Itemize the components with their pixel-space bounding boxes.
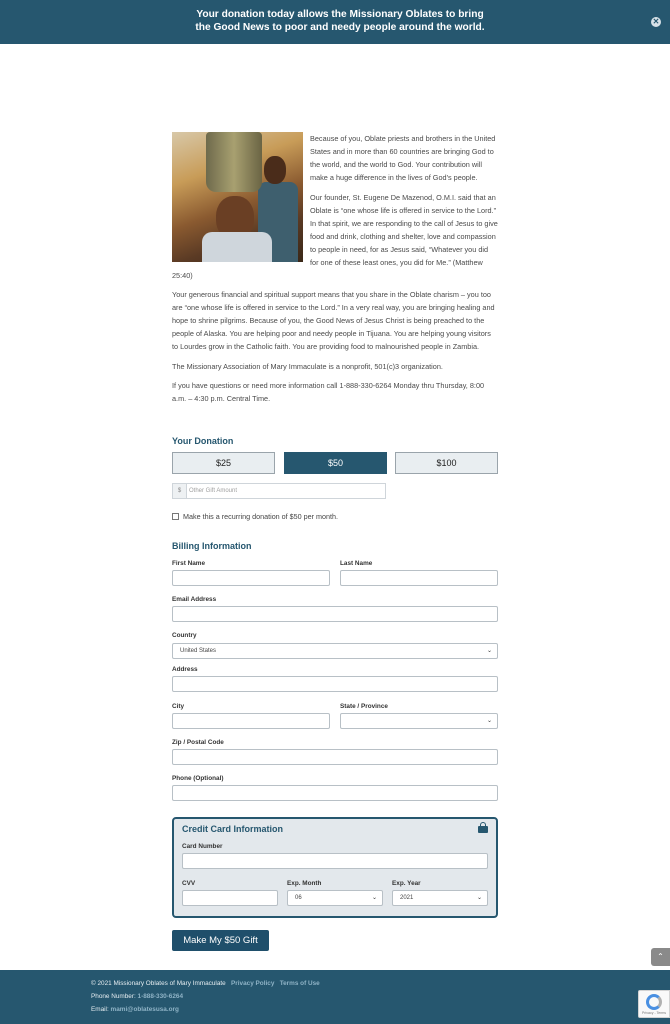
recaptcha-icon: [646, 994, 662, 1010]
close-icon[interactable]: ✕: [652, 17, 660, 26]
terms-of-use-link[interactable]: Terms of Use: [279, 980, 320, 987]
footer-legal-line: [91, 980, 320, 987]
state-select[interactable]: [340, 713, 498, 729]
footer: [0, 970, 670, 1024]
contact-note: If you have questions or need more information call 1-888-330-6264 Monday thru Thursday, 8:00 a.m. – 4:30 p.m. Central Time.: [172, 381, 485, 403]
phone-link[interactable]: 1-888-330-6264: [137, 993, 184, 1000]
last-name-label: Last Name: [340, 560, 373, 567]
exp-year-select[interactable]: [392, 890, 488, 906]
footer-email-line: [91, 1006, 179, 1013]
photo-figure: [264, 156, 286, 184]
email-link[interactable]: mami@oblatesusa.org: [110, 1006, 179, 1013]
country-value: United States: [180, 648, 217, 654]
exp-month-label: Exp. Month: [287, 880, 322, 887]
banner-line-2: the Good News to poor and needy people around the world.: [195, 21, 485, 33]
chevron-down-icon: ⌄: [486, 718, 492, 724]
lock-icon: [478, 822, 488, 833]
city-input[interactable]: [172, 713, 330, 729]
chevron-up-icon: ⌃: [657, 952, 664, 961]
footer-phone-line: [91, 993, 183, 1000]
banner-line-1: Your donation today allows the Missionary Oblates to bring: [196, 9, 484, 20]
recurring-checkbox[interactable]: [172, 513, 179, 520]
amount-100-button[interactable]: $100: [395, 452, 498, 474]
nonprofit-note: The Missionary Association of Mary Immaculate is a nonprofit, 501(c)3 organization.: [172, 361, 443, 371]
donation-title: Your Donation: [172, 436, 234, 446]
submit-gift-button[interactable]: Make My $50 Gift: [172, 930, 269, 951]
first-name-input[interactable]: [172, 570, 330, 586]
amount-25-button[interactable]: $25: [172, 452, 275, 474]
email-label-text: Email:: [91, 1006, 109, 1013]
currency-symbol: $: [173, 484, 187, 498]
address-label: Address: [172, 666, 198, 673]
other-amount-placeholder: Other Gift Amount: [189, 488, 238, 494]
zip-label: Zip / Postal Code: [172, 739, 224, 746]
privacy-policy-link[interactable]: Privacy Policy: [231, 980, 275, 987]
phone-label-text: Phone Number:: [91, 993, 136, 1000]
cvv-input[interactable]: [182, 890, 278, 906]
cvv-label: CVV: [182, 880, 196, 887]
amount-50-button[interactable]: $50: [284, 452, 387, 474]
chevron-down-icon: ⌄: [476, 895, 482, 901]
email-label: Email Address: [172, 596, 217, 603]
intro-paragraph: Because of you, Oblate priests and brothers in the United States and in more than 60 countries are bringing God to the world, and the world to God. Your contribution will make a huge difference in the lives of God's people.: [310, 134, 496, 182]
billing-title: Billing Information: [172, 541, 252, 551]
credit-card-title: Credit Card Information: [182, 824, 284, 834]
country-select[interactable]: [172, 643, 498, 659]
child-photo: [172, 132, 303, 262]
recaptcha-text: Privacy - Terms: [642, 1011, 667, 1015]
intro-paragraph: Your generous financial and spiritual support means that you share in the Oblate charism – you too are “one whose life is offered in service to the Lord.” In a very real way, you are bringing healing and hope to shrine pilgrims. Because of you, the Good News of Jesus Christ is being preached to the people of Alaska. You are helping poor and needy people in Tijuana. You are helping young visitors to Lourdes grow in the Catholic faith. You are providing food to malnourished people in Zambia.: [172, 290, 495, 351]
exp-year-value: 2021: [400, 895, 414, 901]
chevron-down-icon: ⌄: [371, 895, 377, 901]
photo-bucket: [206, 132, 262, 192]
zip-input[interactable]: [172, 749, 498, 765]
phone-input[interactable]: [172, 785, 498, 801]
scroll-to-top-button[interactable]: [651, 948, 670, 966]
intro-section: [172, 132, 498, 412]
phone-label: Phone (Optional): [172, 775, 224, 782]
address-input[interactable]: [172, 676, 498, 692]
state-label: State / Province: [340, 703, 388, 710]
banner-message: [180, 9, 500, 34]
chevron-down-icon: ⌄: [486, 648, 492, 654]
card-number-label: Card Number: [182, 843, 223, 850]
other-amount-input[interactable]: [172, 483, 386, 499]
copyright-text: © 2021 Missionary Oblates of Mary Immaculate: [91, 980, 226, 987]
top-banner: [0, 0, 670, 44]
first-name-label: First Name: [172, 560, 206, 567]
last-name-input[interactable]: [340, 570, 498, 586]
intro-paragraph: Our founder, St. Eugene De Mazenod, O.M.I. said that an Oblate is “one whose life is offered in service to the Lord.” In that spirit, we are responding to the call of Jesus to give food and drink, clothing and shelter, love and compassion to people in need, for as Jesus said, “Whatever you did for one of these least ones, you did for Me.” (Matthew 25:40): [172, 192, 498, 280]
recurring-label: Make this a recurring donation of $50 per month.: [183, 512, 339, 521]
exp-year-label: Exp. Year: [392, 880, 421, 887]
card-number-input[interactable]: [182, 853, 488, 869]
exp-month-value: 06: [295, 895, 302, 901]
exp-month-select[interactable]: [287, 890, 383, 906]
recaptcha-badge[interactable]: [638, 990, 670, 1018]
country-label: Country: [172, 632, 197, 639]
email-input[interactable]: [172, 606, 498, 622]
city-label: City: [172, 703, 185, 710]
photo-shirt: [202, 232, 272, 262]
